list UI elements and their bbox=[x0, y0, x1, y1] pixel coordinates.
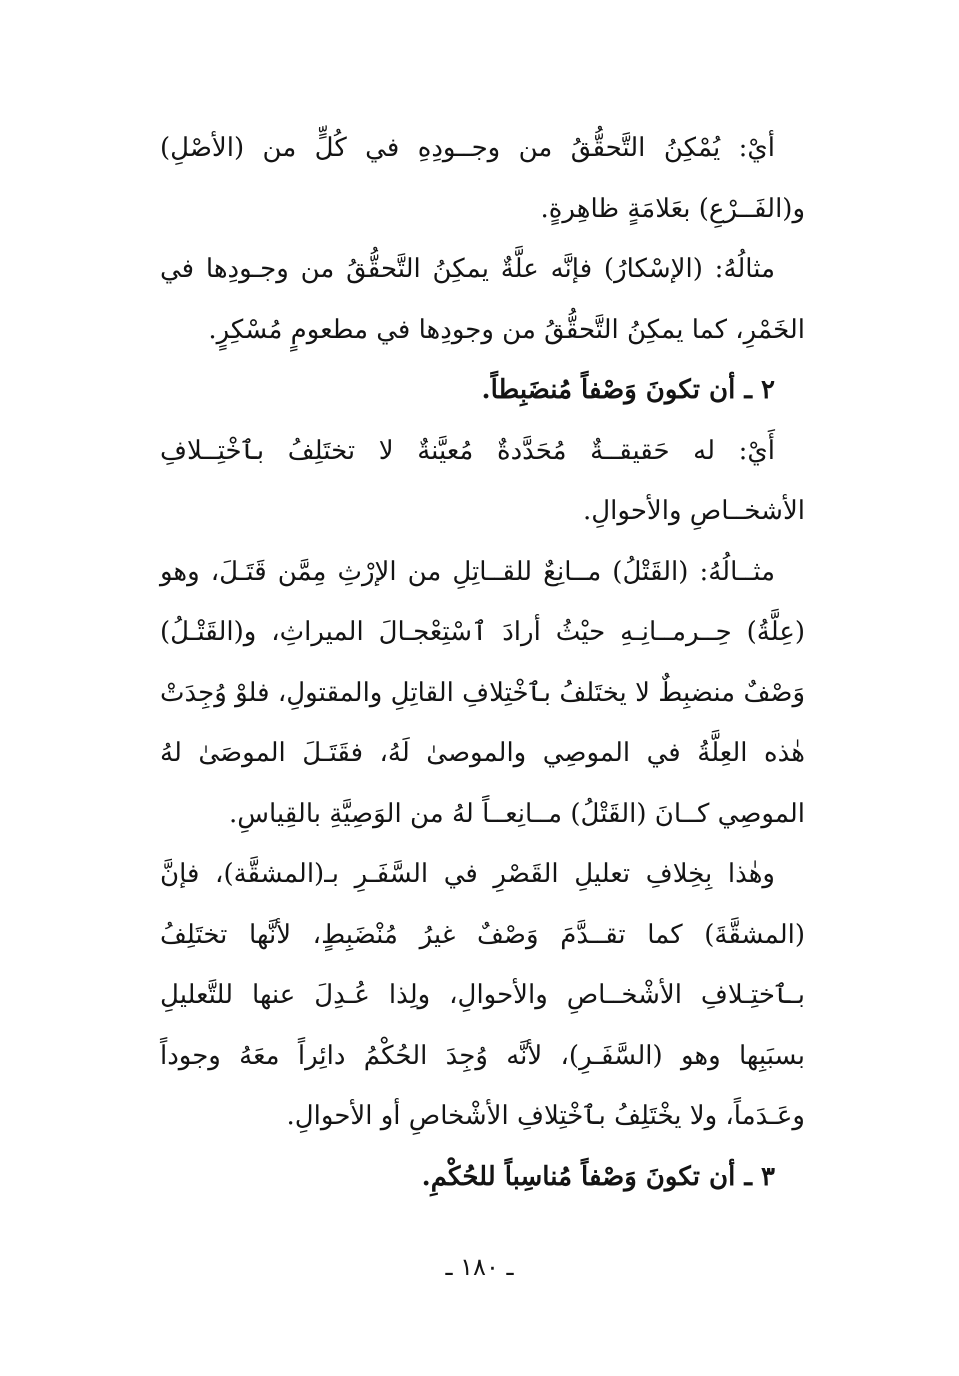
paragraph-example-killing: مثــالُهُ: (القَتْلُ) مــانِعٌ للقــاتِلِ من الإرْثِ مِمَّن قَتَـلَ، وهو (عِلَّةُ) حِــرمــانِـهِ حيْثُ أرادَ ٱسْتِعْجـالَ الميراثِ، و(القَتْـلُ) وَصْفٌ منضبِطٌ لا يختَلفُ بٱخْتِلافِ القاتِلِ والمقتولِ، فلوْ وُجِدَتْ هٰذه العِلَّةُ في الموصِي والموصىٰ لَهُ، فقَتَـلَ الموصَىٰ لهُ الموصِي كــانَ (القَتْلُ) مــانِعــاً لهُ من الوَصِيَّةِ بالقِياسِ. bbox=[160, 556, 805, 829]
paragraph-definition: أيْ: يُمْكِنُ التَّحقُّقُ من وجــودِهِ في كُلٍّ من (الأصْلِ) و(الفَــرْعِ) بعَلامَةٍ ظاهِرةٍ. bbox=[160, 133, 805, 224]
paragraph-travel-hardship: وهٰذا بِخِلافِ تعليلِ القَصْرِ في السَّفَـرِ بـ(المشقَّة)، فإنَّ (المشقَّةَ) كما تقــدَّمَ وَصْفٌ غيرُ مُنْضَبِطٍ، لأنَّها تختَلِفُ بـٱختِـلافِ الأشْخــاصِ والأحوالِ، ولِذا عُـدِلَ عنها للتَّعليلِ بسبَبِها وهو (السَّفَـرِ)، لأنَّه وُجِدَ الحُكْمُ دائِراً معَهُ وجوداً وعَـدَماً، ولا يخْتَلِفُ بٱخْتِلافِ الأشْخاصِ أو الأحوالِ. bbox=[160, 859, 805, 1131]
paragraph-example-intoxication: مثالُهُ: (الإسْكارُ) فإنَّه علَّةٌ يمكِنُ التَّحقُّقُ من وجـودِها في الخَمْرِ، كما يمكِنُ التَّحقُّقُ من وجودِها في مطعومٍ مُسْكِرٍ. bbox=[160, 254, 805, 345]
body-text bbox=[160, 118, 805, 1207]
page-number: ـ ١٨٠ ـ bbox=[445, 1253, 514, 1281]
heading-condition-3: ٣ ـ أن تكونَ وَصْفاً مُناسِباً للحُكْمِ. bbox=[421, 1161, 775, 1192]
paragraph-precise-meaning: أَيْ: له حَقيقــةٌ مُحَدَّدةٌ مُعيَّنةٌ لا تختَلِفُ بٱخْتِــلافِ الأشخــاصِ والأحوالِ. bbox=[160, 435, 805, 526]
heading-condition-2: ٢ ـ أن تكونَ وَصْفاً مُنضَبِطاً. bbox=[481, 375, 775, 405]
